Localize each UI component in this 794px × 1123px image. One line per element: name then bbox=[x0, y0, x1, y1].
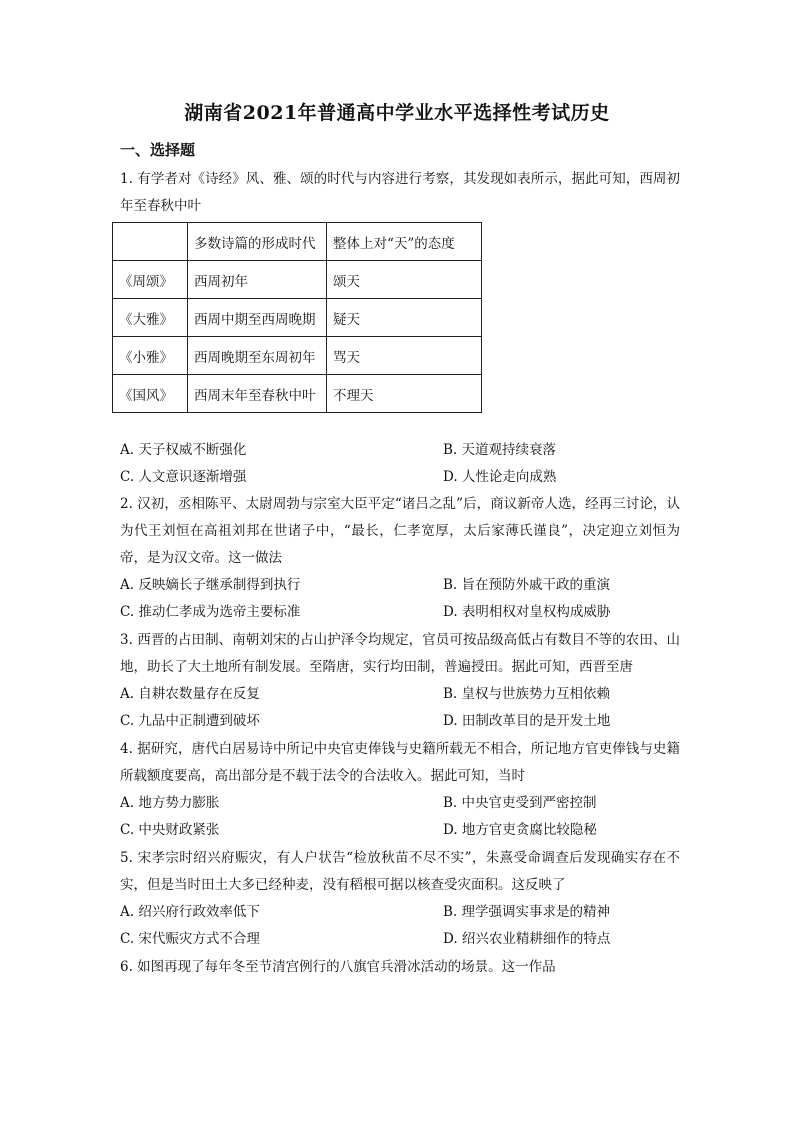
table-row bbox=[113, 299, 482, 337]
table-cell: 《周颂》 bbox=[113, 261, 188, 299]
table-cell: 整体上对“天”的态度 bbox=[327, 223, 482, 261]
question-1-table bbox=[112, 222, 482, 413]
table-cell bbox=[113, 223, 188, 261]
table-cell: 西周初年 bbox=[188, 261, 327, 299]
question-1-option-c: C. 人文意识逐渐增强 bbox=[120, 469, 247, 485]
table-cell: 西周晚期至东周初年 bbox=[188, 337, 327, 375]
table-cell: 《小雅》 bbox=[113, 337, 188, 375]
table-cell: 骂天 bbox=[327, 337, 482, 375]
question-3-stem: 3. 西晋的占田制、南朝刘宋的占山护泽令均规定，官员可按品级高低占有数目不等的农田、山地，助长了大土地所有制发展。至隋唐，实行均田制，普遍授田。据此可知，西晋至唐 bbox=[120, 632, 680, 675]
question-2-option-a: A. 反映嫡长子继承制得到执行 bbox=[120, 577, 301, 593]
question-5-option-b: B. 理学强调实事求是的精神 bbox=[443, 904, 611, 920]
question-3-option-b: B. 皇权与世族势力互相依赖 bbox=[443, 686, 611, 702]
table-row bbox=[113, 337, 482, 375]
question-1-option-d: D. 人性论走向成熟 bbox=[443, 469, 557, 485]
question-2-option-c: C. 推动仁孝成为选帝主要标准 bbox=[120, 604, 301, 620]
question-4-option-a: A. 地方势力膨胀 bbox=[120, 795, 220, 811]
question-2-option-d: D. 表明相权对皇权构成威胁 bbox=[443, 604, 611, 620]
question-1-stem: 1. 有学者对《诗经》风、雅、颂的时代与内容进行考察，其发现如表所示，据此可知，西周初年至春秋中叶 bbox=[120, 171, 680, 214]
question-5-option-a: A. 绍兴府行政效率低下 bbox=[120, 904, 260, 920]
question-2-stem: 2. 汉初，丞相陈平、太尉周勃与宗室大臣平定“诸吕之乱”后，商议新帝人选，经再三讨论，认为代王刘恒在高祖刘邦在世诸子中，“最长，仁孝宽厚，太后家薄氏谨良”，决定迎立刘恒为帝，是为汉文帝。这一做法 bbox=[120, 496, 680, 566]
table-row bbox=[113, 261, 482, 299]
question-3-option-c: C. 九品中正制遭到破坏 bbox=[120, 713, 260, 729]
question-4-option-b: B. 中央官吏受到严密控制 bbox=[443, 795, 597, 811]
table-cell: 《国风》 bbox=[113, 375, 188, 413]
table-cell: 多数诗篇的形成时代 bbox=[188, 223, 327, 261]
question-1-option-b: B. 天道观持续衰落 bbox=[443, 442, 557, 458]
question-4-option-c: C. 中央财政紧张 bbox=[120, 822, 220, 838]
table-cell: 西周中期至西周晚期 bbox=[188, 299, 327, 337]
section-heading: 一、选择题 bbox=[120, 141, 196, 159]
table-cell: 疑天 bbox=[327, 299, 482, 337]
question-4-option-d: D. 地方官吏贪腐比较隐秘 bbox=[443, 822, 597, 838]
table-cell: 《大雅》 bbox=[113, 299, 188, 337]
table-cell: 颂天 bbox=[327, 261, 482, 299]
question-6-stem: 6. 如图再现了每年冬至节清宫例行的八旗官兵滑冰活动的场景。这一作品 bbox=[120, 959, 556, 975]
question-3-option-d: D. 田制改革目的是开发土地 bbox=[443, 713, 611, 729]
table-header-row bbox=[113, 223, 482, 261]
table-row bbox=[113, 375, 482, 413]
question-5-stem: 5. 宋孝宗时绍兴府赈灾，有人户状告“检放秋苗不尽不实”，朱熹受命调查后发现确实存在不实，但是当时田土大多已经种麦，没有稻根可据以核查受灾面积。这反映了 bbox=[120, 850, 680, 893]
table-cell: 西周末年至春秋中叶 bbox=[188, 375, 327, 413]
question-2-option-b: B. 旨在预防外戚干政的重演 bbox=[443, 577, 611, 593]
question-5-option-d: D. 绍兴农业精耕细作的特点 bbox=[443, 931, 611, 947]
question-1-option-a: A. 天子权威不断强化 bbox=[120, 442, 247, 458]
question-5-option-c: C. 宋代赈灾方式不合理 bbox=[120, 931, 260, 947]
page-title: 湖南省2021年普通高中学业水平选择性考试历史 bbox=[184, 102, 610, 124]
table-cell: 不理天 bbox=[327, 375, 482, 413]
question-4-stem: 4. 据研究，唐代白居易诗中所记中央官吏俸钱与史籍所载无不相合，所记地方官吏俸钱与史籍所载额度要高，高出部分是不载于法令的合法收入。据此可知，当时 bbox=[120, 741, 680, 784]
question-3-option-a: A. 自耕农数量存在反复 bbox=[120, 686, 260, 702]
